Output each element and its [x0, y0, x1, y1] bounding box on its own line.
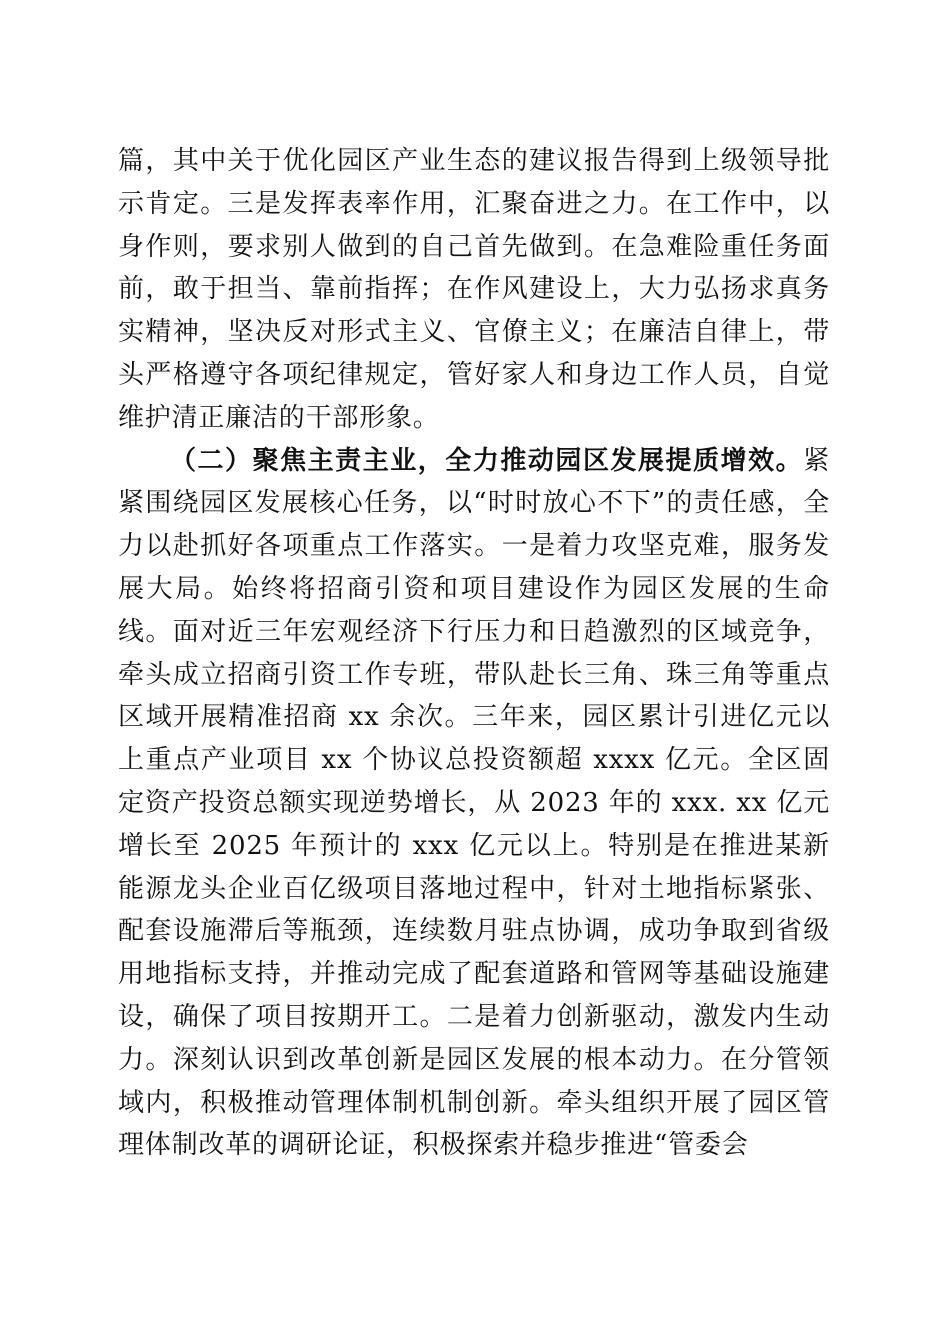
paragraph-text: 篇，其中关于优化园区产业生态的建议报告得到上级领导批示肯定。三是发挥表率作用，汇聚奋进之力。在工作中，以身作则，要求别人做到的自己首先做到。在急难险重任务面前，敢于担当、靠前指挥；在作风建设上，大力弘扬求真务实精神，坚决反对形式主义、官僚主义；在廉洁自律上，带头严格遵守各项纪律规定，管好家人和身边工作人员，自觉维护清正廉洁的干部形象。 [118, 146, 830, 433]
paragraph-continuation [118, 140, 830, 440]
paragraph-section-two [118, 440, 830, 1168]
document-body [118, 140, 830, 1167]
section-heading: （二）聚焦主责主业，全力推动园区发展提质增效。 [170, 445, 804, 476]
paragraph-text: 紧紧围绕园区发展核心任务，以“时时放心不下”的责任感，全力以赴抓好各项重点工作落实。一是着力攻坚克难，服务发展大局。始终将招商引资和项目建设作为园区发展的生命线。面对近三年宏观经济下行压力和日趋激烈的区域竞争，牵头成立招商引资工作专班，带队赴长三角、珠三角等重点区域开展精准招商 xx 余次。三年来，园区累计引进亿元以上重点产业项目 xx 个协议总投资额超 xxxx 亿元。全区固定资产投资总额实现逆势增长，从 2023 年的 xxx. xx 亿元增长至 2025 年预计的 xxx 亿元以上。特别是在推进某新能源龙头企业百亿级项目落地过程中，针对土地指标紧张、配套设施滞后等瓶颈，连续数月驻点协调，成功争取到省级用地指标支持，并推动完成了配套道路和管网等基础设施建设，确保了项目按期开工。二是着力创新驱动，激发内生动力。深刻认识到改革创新是园区发展的根本动力。在分管领域内，积极推动管理体制机制创新。牵头组织开展了园区管理体制改革的调研论证，积极探索并稳步推进“管委会 [118, 445, 830, 1161]
